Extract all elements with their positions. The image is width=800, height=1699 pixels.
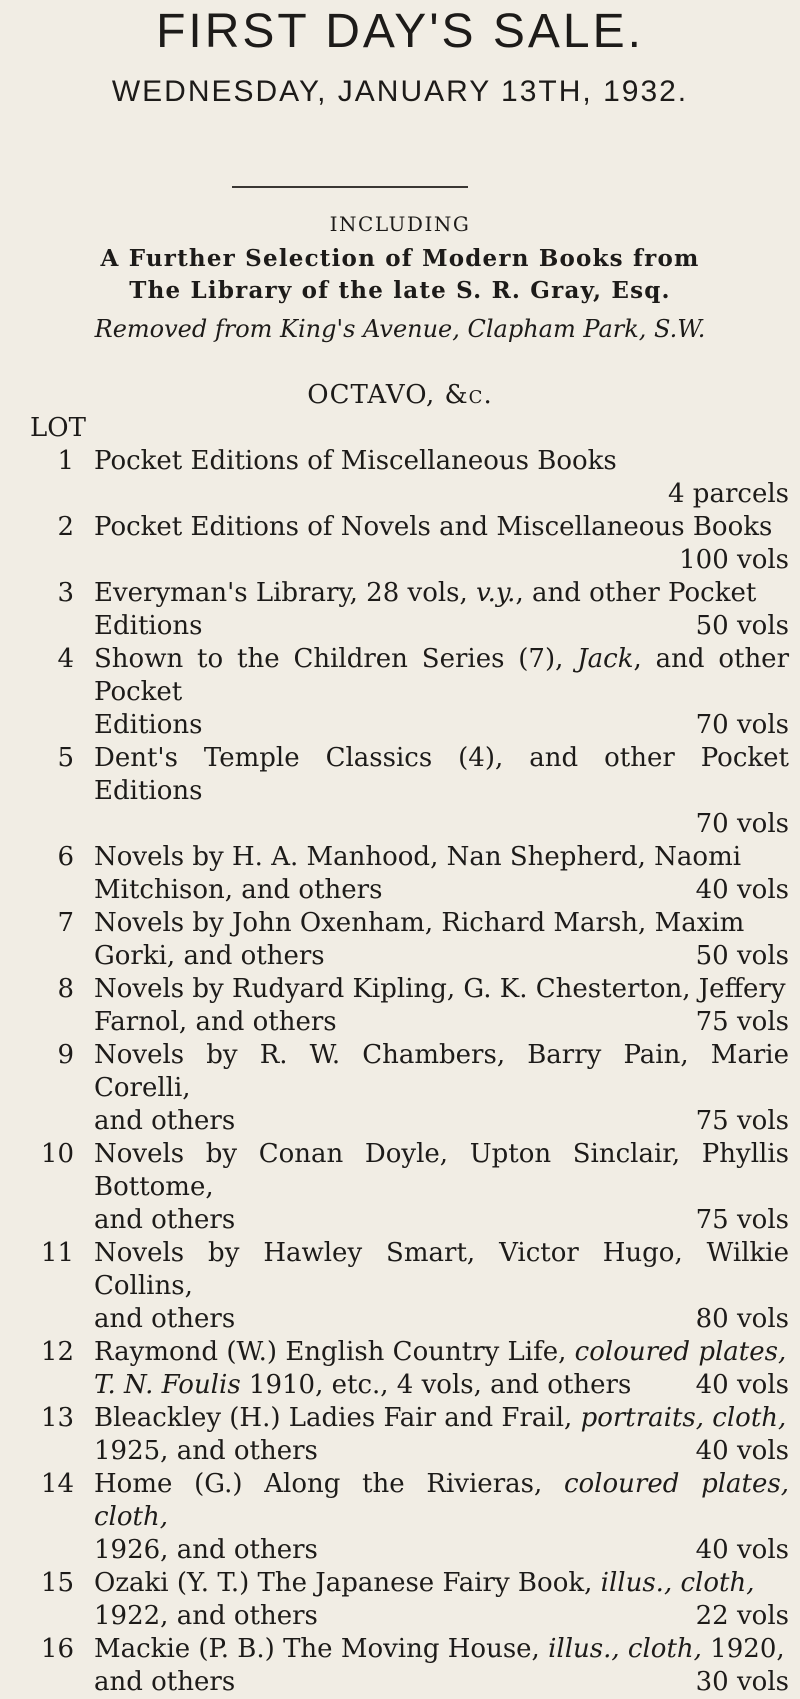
lot-text: Novels by Rudyard Kipling, G. K. Chesterton, Jeffery <box>94 974 786 1004</box>
intro-line-2: The Library of the late S. R. Gray, Esq. <box>129 277 671 304</box>
lot-description <box>94 973 789 1039</box>
lot-line-2-text <box>94 610 202 643</box>
lot-quantity: 75 vols <box>695 1106 789 1136</box>
lot-line-2-text <box>94 1303 235 1336</box>
lot-quantity: 75 vols <box>695 1007 789 1037</box>
lot-text: Pocket Editions of Novels and Miscellaneous Books <box>94 512 773 542</box>
lot-text: Shown to the Children Series (7), <box>94 644 578 674</box>
lot-line-1 <box>94 841 789 874</box>
lot-line-1 <box>94 445 789 478</box>
lot-line-2 <box>94 709 789 742</box>
lot-quantity: 40 vols <box>695 1370 789 1400</box>
lot-quantity: 70 vols <box>695 710 789 740</box>
including-label: INCLUDING <box>329 212 471 236</box>
lot-entry <box>0 1237 800 1336</box>
lot-line-1 <box>94 1138 789 1204</box>
lot-line-1 <box>94 1567 789 1600</box>
lot-text: Farnol, and others <box>94 1007 337 1037</box>
lot-description <box>94 445 789 511</box>
lot-quantity: 40 vols <box>695 875 789 905</box>
lot-text: Dent's Temple Classics (4), and other Pocket Editions <box>94 743 789 806</box>
lot-entry <box>0 742 800 841</box>
lot-line-2 <box>94 610 789 643</box>
lot-text: 1910, etc., 4 vols, and others <box>240 1370 632 1400</box>
lot-description <box>94 1039 789 1138</box>
lot-entry <box>0 445 800 511</box>
lot-description <box>94 643 789 742</box>
lot-entry <box>0 841 800 907</box>
lot-entry <box>0 1468 800 1567</box>
lot-description <box>94 1468 789 1567</box>
lot-description <box>94 511 789 577</box>
lot-text: 1922, and others <box>94 1601 318 1631</box>
lot-line-2 <box>94 1600 789 1633</box>
lot-description <box>94 577 789 643</box>
lot-line-2 <box>94 1369 789 1402</box>
lot-line-2 <box>94 1006 789 1039</box>
lot-line-2-text <box>94 1369 631 1402</box>
lot-text: and others <box>94 1106 236 1136</box>
lot-text: 1920, <box>701 1634 785 1664</box>
lot-number: 7 <box>57 908 74 938</box>
lot-quantity: 4 parcels <box>668 479 789 509</box>
lot-quantity: 22 vols <box>695 1601 789 1631</box>
lot-text: Everyman's Library, 28 vols, <box>94 578 477 608</box>
lot-entry <box>0 1336 800 1402</box>
lot-number: 1 <box>57 446 74 476</box>
lot-line-2-text <box>94 709 202 742</box>
sale-date: WEDNESDAY, JANUARY 13TH, 1932. <box>111 75 689 108</box>
lot-entry <box>0 907 800 973</box>
lot-line-1 <box>94 1039 789 1105</box>
intro-line-1: A Further Selection of Modern Books from <box>100 245 700 272</box>
lot-description <box>94 1138 789 1237</box>
lot-line-2 <box>94 1204 789 1237</box>
lot-line-1 <box>94 1237 789 1303</box>
lot-line-1 <box>94 511 789 544</box>
lot-description <box>94 742 789 841</box>
lot-text: Mitchison, and others <box>94 875 383 905</box>
lot-entry <box>0 1402 800 1468</box>
lot-line-1 <box>94 742 789 808</box>
lot-text: and others <box>94 1667 236 1697</box>
lot-number: 16 <box>40 1634 74 1664</box>
lot-number: 15 <box>40 1568 74 1598</box>
lot-entry <box>0 577 800 643</box>
lot-number: 8 <box>57 974 74 1004</box>
lot-quantity: 50 vols <box>695 941 789 971</box>
lot-line-2 <box>94 1666 789 1699</box>
lot-text: 1925, and others <box>94 1436 318 1466</box>
lot-line-2 <box>94 1303 789 1336</box>
lot-entry <box>0 1138 800 1237</box>
lot-text: Novels by John Oxenham, Richard Marsh, Maxim <box>94 908 745 938</box>
lot-line-1 <box>94 643 789 709</box>
lot-number: 4 <box>57 644 74 674</box>
lot-quantity: 70 vols <box>695 809 789 839</box>
lot-text: 1926, and others <box>94 1535 318 1565</box>
lot-text: Editions <box>94 611 203 641</box>
lot-italic-text: Jack <box>577 644 634 674</box>
lot-number: 10 <box>40 1139 74 1169</box>
lot-line-1 <box>94 1402 789 1435</box>
lot-line-2-text <box>94 1435 318 1468</box>
lot-line-1 <box>94 577 789 610</box>
lot-text: Editions <box>94 710 203 740</box>
lot-text: Novels by Hawley Smart, Victor Hugo, Wilkie Collins, <box>94 1238 789 1301</box>
lot-text: Mackie (P. B.) The Moving House, <box>94 1634 549 1664</box>
lot-text: Novels by R. W. Chambers, Barry Pain, Marie Corelli, <box>94 1040 789 1103</box>
lot-quantity: 40 vols <box>695 1535 789 1565</box>
lot-italic-text: illus., cloth, <box>600 1568 755 1598</box>
lot-column-label: LOT <box>30 413 86 443</box>
lot-entry <box>0 1633 800 1699</box>
lot-entry <box>0 643 800 742</box>
removed-from-line: Removed from King's Avenue, Clapham Park, S.W. <box>94 315 706 343</box>
lot-line-2-text <box>94 1600 318 1633</box>
lot-line-1 <box>94 1336 789 1369</box>
lot-number: 11 <box>40 1238 74 1268</box>
lot-description <box>94 1237 789 1336</box>
lot-line-2 <box>94 874 789 907</box>
lot-line-2 <box>94 1534 789 1567</box>
lot-line-2 <box>94 1435 789 1468</box>
lot-text: Novels by H. A. Manhood, Nan Shepherd, Naomi <box>94 842 742 872</box>
lot-number: 14 <box>40 1469 74 1499</box>
lot-description <box>94 907 789 973</box>
lot-quantity: 50 vols <box>695 611 789 641</box>
lot-quantity: 80 vols <box>695 1304 789 1334</box>
lot-text: Bleackley (H.) Ladies Fair and Frail, <box>94 1403 581 1433</box>
lot-number: 9 <box>57 1040 74 1070</box>
lot-entry <box>0 1039 800 1138</box>
lot-description <box>94 1336 789 1402</box>
lot-quantity: 40 vols <box>695 1436 789 1466</box>
lot-description <box>94 841 789 907</box>
section-heading: OCTAVO, &c. <box>307 380 493 410</box>
lot-line-1 <box>94 973 789 1006</box>
lot-number: 12 <box>40 1337 74 1367</box>
lot-text: and others <box>94 1205 236 1235</box>
lot-text: Raymond (W.) English Country Life, <box>94 1337 575 1367</box>
lot-text: Novels by Conan Doyle, Upton Sinclair, Phyllis Bottome, <box>94 1139 789 1202</box>
lot-text: , and other Pocket <box>515 578 757 608</box>
lot-number: 5 <box>57 743 74 773</box>
lot-quantity: 100 vols <box>679 545 789 575</box>
lot-line-2 <box>94 940 789 973</box>
lot-number: 2 <box>57 512 74 542</box>
lot-italic-text: portraits, cloth, <box>580 1403 787 1433</box>
lot-line-1 <box>94 1633 789 1666</box>
lot-text: Ozaki (Y. T.) The Japanese Fairy Book, <box>94 1568 601 1598</box>
lot-line-1 <box>94 1468 789 1534</box>
lot-line-2-text <box>94 1666 235 1699</box>
lot-text: Home (G.) Along the Rivieras, <box>94 1469 564 1499</box>
lot-line-1 <box>94 907 789 940</box>
lot-line-2-text <box>94 1204 235 1237</box>
lot-quantity: 30 vols <box>695 1667 789 1697</box>
lot-text: , and other Pocket <box>94 644 789 707</box>
lot-number: 3 <box>57 578 74 608</box>
lot-line-2 <box>94 1105 789 1138</box>
lot-italic-text: illus., cloth, <box>548 1634 702 1664</box>
lot-italic-text: coloured plates, cloth, <box>94 1469 789 1532</box>
lot-line-2-text <box>94 940 325 973</box>
lot-number: 13 <box>40 1403 74 1433</box>
lot-line-2-text <box>94 1105 235 1138</box>
lot-text: and others <box>94 1304 236 1334</box>
lot-list <box>0 445 800 1699</box>
lot-line-2-text <box>94 874 382 907</box>
lot-description <box>94 1402 789 1468</box>
lot-text: Pocket Editions of Miscellaneous Books <box>94 446 617 476</box>
lot-entry <box>0 1567 800 1633</box>
lot-entry <box>0 973 800 1039</box>
lot-quantity: 75 vols <box>695 1205 789 1235</box>
lot-description <box>94 1633 789 1699</box>
divider-rule <box>232 186 468 188</box>
lot-line-2-text <box>94 1534 318 1567</box>
lot-line-2-text <box>94 1006 337 1039</box>
lot-italic-text: v.y. <box>476 578 516 608</box>
lot-entry <box>0 511 800 577</box>
lot-description <box>94 1567 789 1633</box>
lot-italic-text: T. N. Foulis <box>94 1370 241 1400</box>
sale-title: FIRST DAY'S SALE. <box>156 5 644 58</box>
lot-text: Gorki, and others <box>94 941 325 971</box>
lot-italic-text: coloured plates, <box>574 1337 787 1367</box>
lot-number: 6 <box>57 842 74 872</box>
